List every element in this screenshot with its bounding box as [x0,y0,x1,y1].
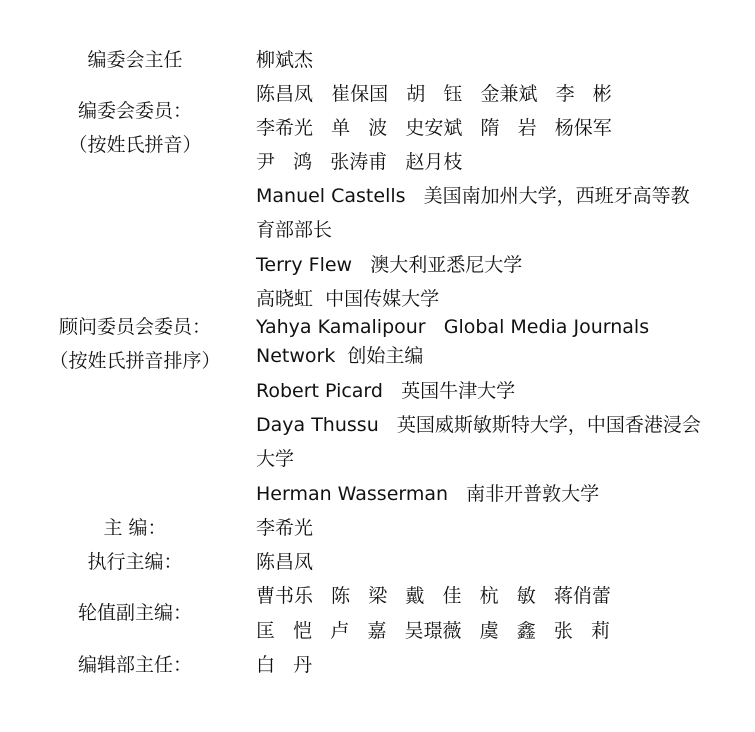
executive-editor-name: 陈昌凤 [256,551,314,573]
advisor-line: Daya Thussu 英国威斯敏斯特大学，中国香港浸会 [256,414,701,436]
advisors-label: 顾问委员会委员： [58,316,211,338]
advisor-line: Yahya Kamalipour Global Media Journals [256,316,650,338]
executive-editor-label: 执行主编： [87,551,183,573]
advisor-line: Robert Picard 英国牛津大学 [256,380,516,402]
advisor-line: 育部部长 [256,219,333,241]
advisors-label-note: （按姓氏拼音排序） [49,350,221,372]
members-line: 尹 鸿 张涛甫 赵月枝 [256,151,463,173]
members-label: 编委会委员： [77,100,192,122]
advisor-line: 高晓虹 中国传媒大学 [256,288,440,310]
office-director-label: 编辑部主任： [77,654,192,676]
members-line: 李希光 单 波 史安斌 隋 岩 杨保军 [256,117,612,139]
editor-in-chief-name: 李希光 [256,517,314,539]
advisor-line: Manuel Castells 美国南加州大学，西班牙高等教 [256,185,690,207]
rotating-deputy-line: 曹书乐 陈 梁 戴 佳 杭 敏 蒋俏蕾 [256,585,611,607]
advisor-line: 大学 [256,448,295,470]
editor-in-chief-label: 主 编： [103,517,167,539]
director-name: 柳斌杰 [256,49,314,71]
advisor-line: Terry Flew 澳大利亚悉尼大学 [256,254,523,276]
director-label: 编委会主任 [87,49,183,71]
members-line: 陈昌凤 崔保国 胡 钰 金兼斌 李 彬 [256,83,612,105]
members-label-note: （按姓氏拼音） [68,134,202,156]
office-director-name: 白 丹 [256,654,313,676]
rotating-deputy-label: 轮值副主编： [77,602,192,624]
advisor-line: Network 创始主编 [256,345,424,367]
advisor-line: Herman Wasserman 南非开普敦大学 [256,483,600,505]
rotating-deputy-line: 匡 恺 卢 嘉 吴璟薇 虞 鑫 张 莉 [256,620,610,642]
